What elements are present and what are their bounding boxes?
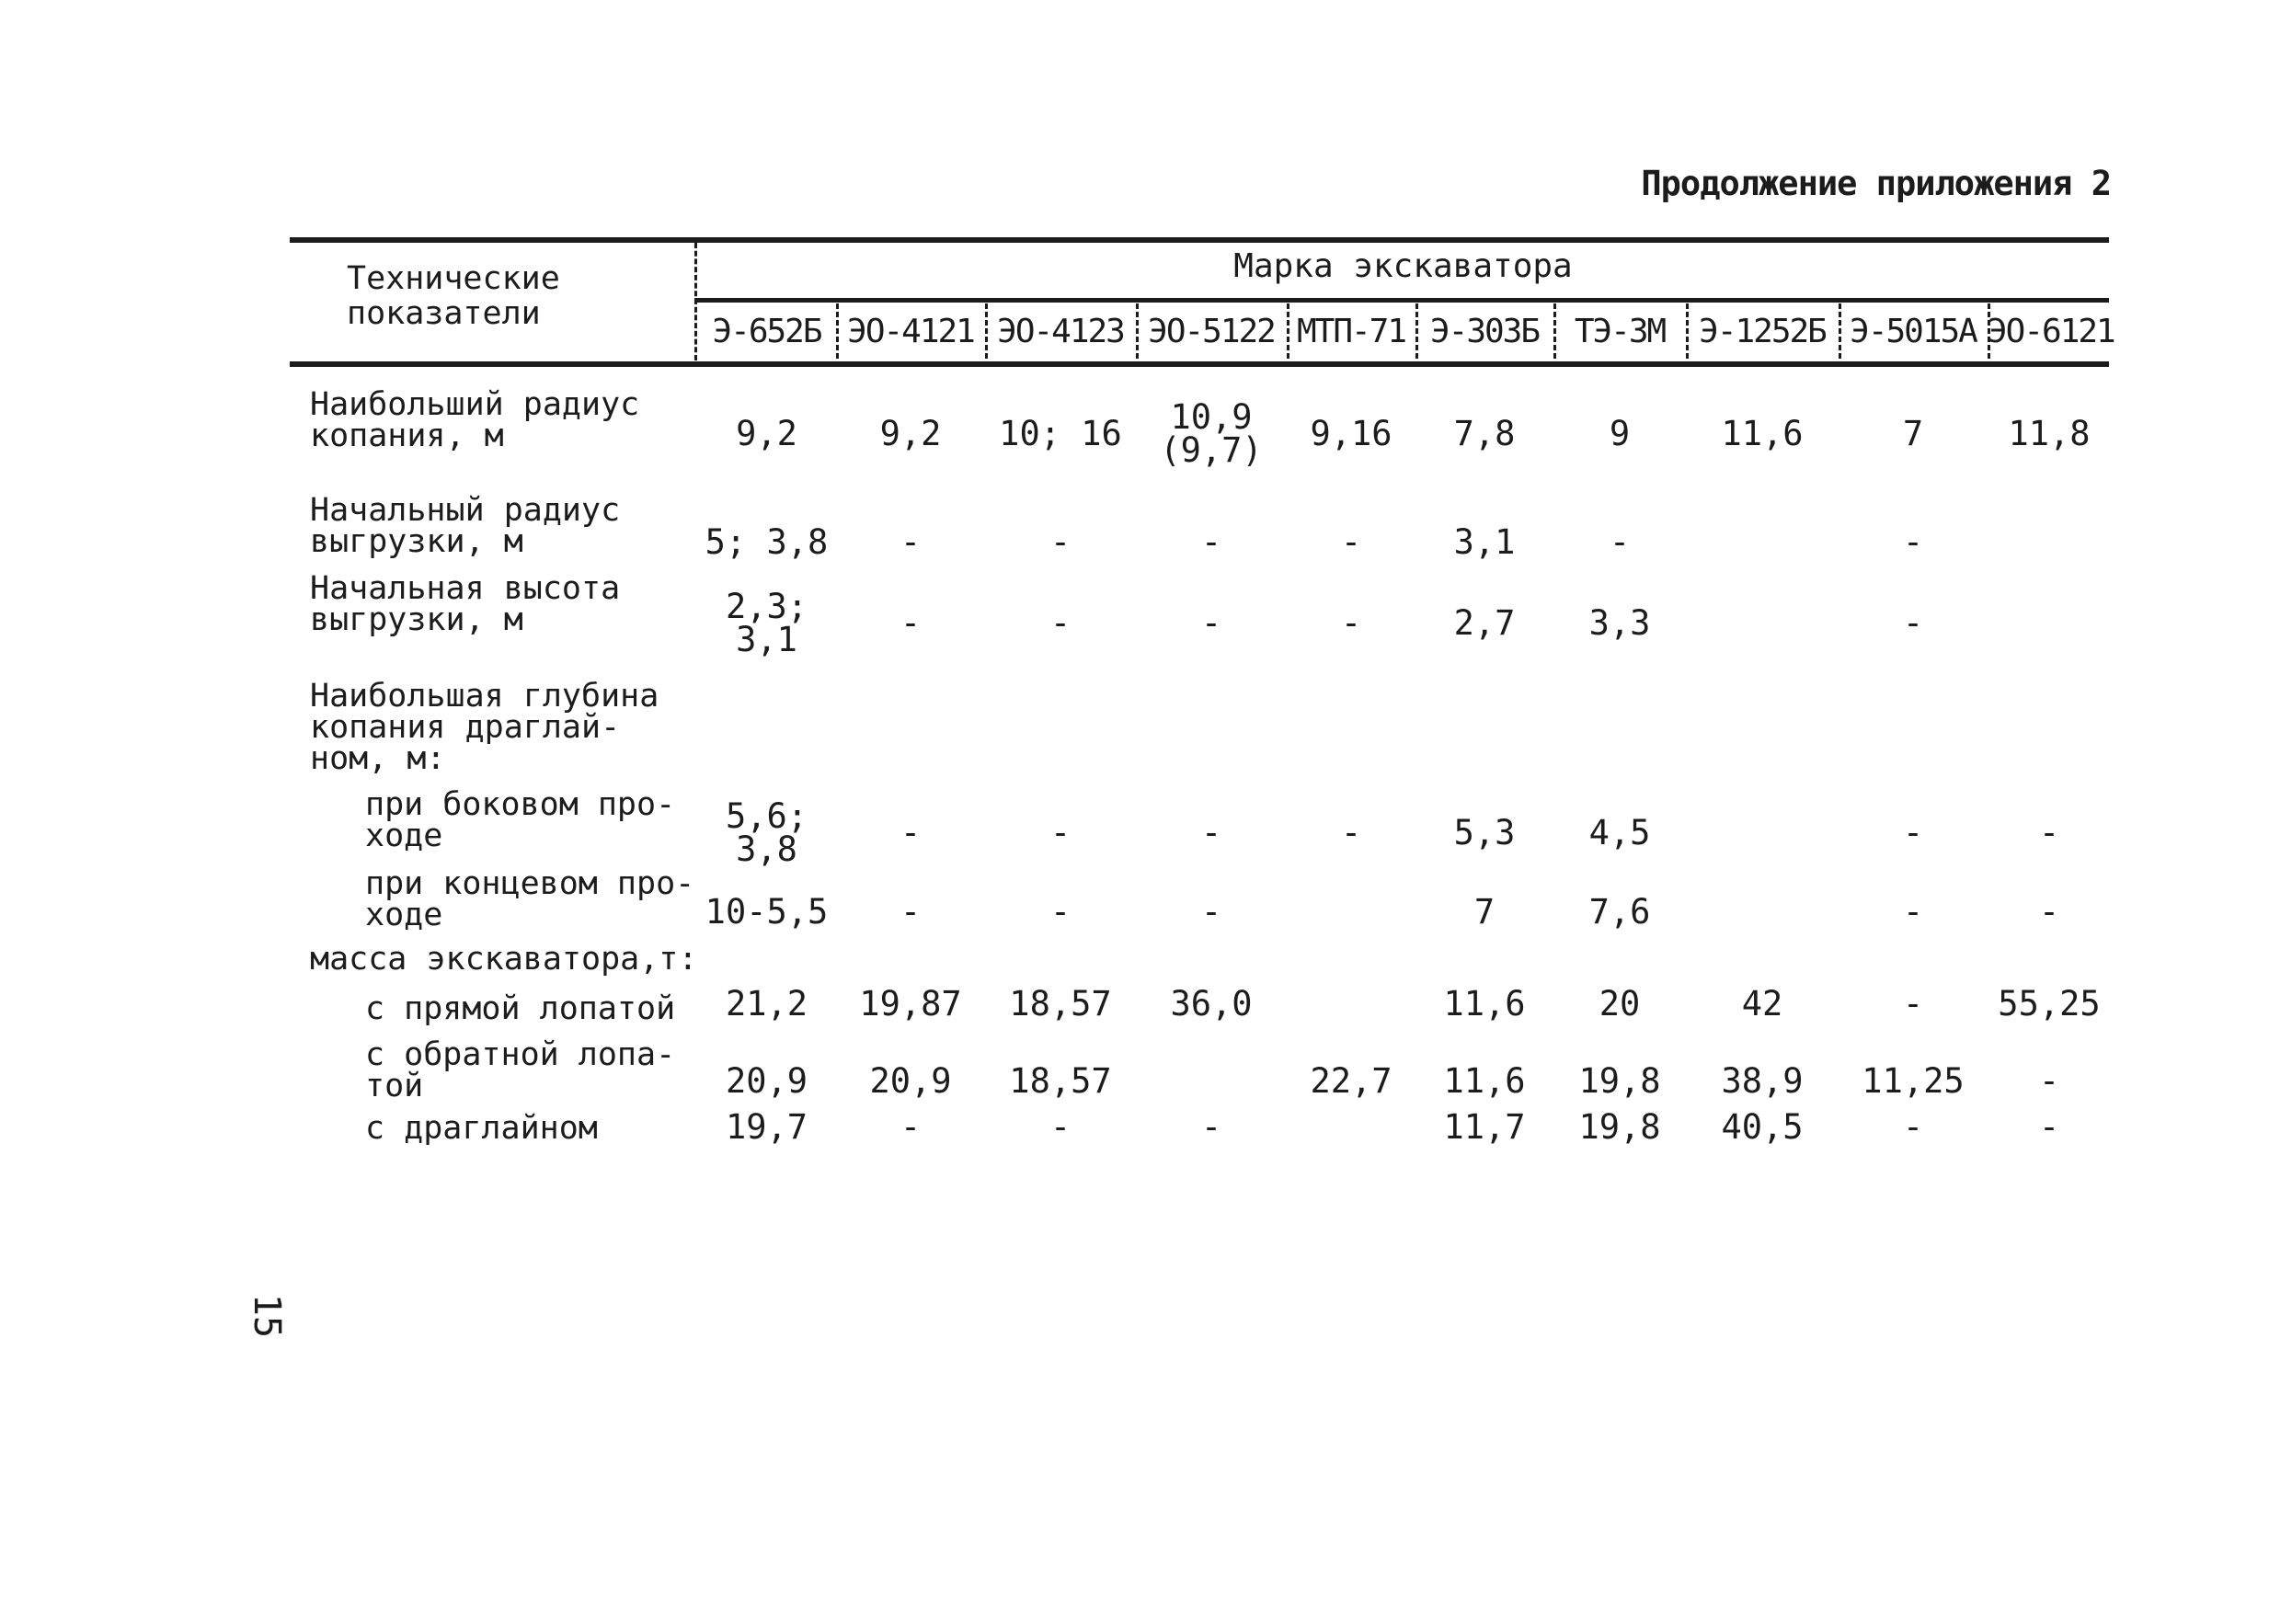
- cell-line: -: [1200, 522, 1222, 562]
- table-cell: [697, 587, 836, 659]
- table-cell: [985, 984, 1136, 1024]
- table-cell: [836, 414, 985, 453]
- cell-line: -: [1340, 522, 1362, 562]
- cell-line: 11,6: [1443, 1061, 1526, 1101]
- cell-line: 9,2: [879, 414, 942, 453]
- cell-line: 7: [1902, 414, 1924, 453]
- cell-line: 3,3: [1588, 603, 1651, 643]
- cell-line: 7,6: [1588, 892, 1651, 932]
- column-separator: [1988, 303, 1990, 359]
- table-cell: [1839, 1061, 1988, 1101]
- cell-line: -: [1902, 522, 1924, 562]
- cell-line: -: [1049, 603, 1072, 643]
- cell-line: -: [1049, 892, 1072, 932]
- excavator-specs-table: [290, 237, 2114, 1203]
- cell-line: 7,8: [1453, 414, 1516, 453]
- table-cell: [836, 1061, 985, 1101]
- cell-line: -: [2038, 1107, 2060, 1147]
- table-cell: [1686, 1061, 1839, 1101]
- cell-line: -: [900, 892, 922, 932]
- cell-line: 36,0: [1170, 984, 1253, 1024]
- cell-line: (9,7): [1160, 430, 1263, 470]
- table-cell: [836, 603, 985, 643]
- row-header-line: показатели: [347, 295, 541, 332]
- row-label-line: при концевом про-: [365, 865, 695, 902]
- table-cell: [985, 522, 1136, 562]
- row-label-line: копания драглай-: [310, 709, 621, 746]
- cell-line: 3,1: [1453, 522, 1516, 562]
- table-cell: [1839, 522, 1988, 562]
- column-header: ТЭ-3М: [1574, 313, 1666, 350]
- cell-line: 21,2: [725, 984, 808, 1024]
- column-header: МТП-71: [1296, 313, 1406, 350]
- cell-line: 9,2: [736, 414, 797, 453]
- table-cell: [1988, 984, 2111, 1024]
- cell-line: 18,57: [1009, 984, 1112, 1024]
- cell-line: 5,3: [1453, 813, 1516, 852]
- table-cell: [1287, 522, 1415, 562]
- table-cell: [1415, 984, 1553, 1024]
- cell-line: -: [1200, 1107, 1222, 1147]
- row-label: [365, 786, 676, 854]
- table-cell: [1553, 522, 1686, 562]
- cell-line: 7: [1473, 892, 1496, 932]
- table-cell: [1136, 522, 1287, 562]
- cell-line: -: [900, 522, 922, 562]
- row-label-line: Наибольший радиус: [310, 386, 640, 423]
- cell-line: -: [1902, 603, 1924, 643]
- column-header: Э-652Б: [712, 313, 821, 350]
- cell-line: 18,57: [1009, 1061, 1112, 1101]
- table-cell: [1553, 1061, 1686, 1101]
- table-cell: [1553, 603, 1686, 643]
- cell-line: 10-5,5: [705, 892, 829, 932]
- row-label: [365, 990, 676, 1027]
- row-label: [310, 492, 621, 560]
- table-header-rule: [694, 298, 2109, 303]
- table-cell: [1553, 984, 1686, 1024]
- row-label: [310, 386, 640, 454]
- column-header: ЭО-5122: [1148, 313, 1275, 350]
- table-cell: [1988, 813, 2111, 852]
- column-separator: [1415, 303, 1418, 359]
- table-cell: [985, 892, 1136, 932]
- table-cell: [1415, 1061, 1553, 1101]
- table-cell: [1988, 892, 2111, 932]
- cell-line: -: [1609, 522, 1631, 562]
- cell-line: 3,8: [736, 829, 797, 869]
- cell-line: 9: [1609, 414, 1631, 453]
- table-cell: [1136, 603, 1287, 643]
- cell-line: -: [1902, 813, 1924, 852]
- cell-line: -: [2038, 1061, 2060, 1101]
- cell-line: 19,8: [1578, 1107, 1661, 1147]
- table-cell: [1988, 1107, 2111, 1147]
- table-cell: [697, 1107, 836, 1147]
- cell-line: 20: [1599, 984, 1641, 1024]
- cell-line: 38,9: [1721, 1061, 1804, 1101]
- cell-line: -: [2038, 813, 2060, 852]
- cell-line: -: [1200, 813, 1222, 852]
- table-cell: [1839, 892, 1988, 932]
- row-header-line: Технические: [347, 260, 560, 297]
- table-cell: [697, 1061, 836, 1101]
- cell-line: 55,25: [1998, 984, 2101, 1024]
- column-separator: [1686, 303, 1689, 359]
- row-label-line: Наибольшая глубина: [310, 678, 659, 715]
- table-cell: [1287, 414, 1415, 453]
- row-label-line: с прямой лопатой: [365, 990, 676, 1027]
- row-label: [365, 865, 695, 933]
- column-separator: [836, 303, 839, 359]
- table-cell: [985, 1061, 1136, 1101]
- cell-line: -: [1200, 603, 1222, 643]
- cell-line: 20,9: [869, 1061, 952, 1101]
- row-label-line: ном, м:: [310, 740, 446, 777]
- table-cell: [1553, 892, 1686, 932]
- table-cell: [1839, 1107, 1988, 1147]
- row-label-line: Начальная высота: [310, 570, 621, 607]
- row-label-line: масса экскаватора,т:: [310, 941, 698, 978]
- table-cell: [836, 813, 985, 852]
- column-header: Э-303Б: [1429, 313, 1540, 350]
- cell-line: 11,7: [1443, 1107, 1526, 1147]
- table-cell: [1988, 414, 2111, 453]
- column-separator: [1287, 303, 1289, 359]
- table-cell: [1686, 1107, 1839, 1147]
- table-cell: [1415, 813, 1553, 852]
- table-cell: [697, 984, 836, 1024]
- cell-line: 11,25: [1862, 1061, 1965, 1101]
- table-cell: [836, 1107, 985, 1147]
- row-label-line: копания, м: [310, 417, 504, 454]
- cell-line: 10,9: [1170, 397, 1253, 437]
- row-label-line: той: [365, 1068, 424, 1104]
- cell-line: 11,6: [1721, 414, 1804, 453]
- cell-line: 19,87: [859, 984, 962, 1024]
- column-header: Э-5015А: [1850, 313, 1977, 350]
- cell-line: -: [900, 603, 922, 643]
- column-header: ЭО-4123: [997, 313, 1124, 350]
- table-cell: [1136, 1107, 1287, 1147]
- cell-line: 40,5: [1721, 1107, 1804, 1147]
- row-label-line: выгрузки, м: [310, 601, 523, 638]
- column-header: ЭО-4121: [847, 313, 974, 350]
- table-cell: [1988, 1061, 2111, 1101]
- table-cell: [697, 892, 836, 932]
- cell-line: -: [1902, 892, 1924, 932]
- cell-line: -: [1902, 984, 1924, 1024]
- table-cell: [1136, 892, 1287, 932]
- table-cell: [1415, 892, 1553, 932]
- table-cell: [1415, 1107, 1553, 1147]
- table-cell: [1136, 813, 1287, 852]
- continuation-note: Продолжение приложения 2: [1641, 164, 2111, 203]
- table-cell: [836, 984, 985, 1024]
- cell-line: 20,9: [725, 1061, 808, 1101]
- table-cell: [1415, 603, 1553, 643]
- cell-line: 5,6;: [725, 796, 808, 836]
- column-separator: [1839, 303, 1841, 359]
- cell-line: -: [1340, 603, 1362, 643]
- cell-line: 11,6: [1443, 984, 1526, 1024]
- table-cell: [836, 522, 985, 562]
- row-header-label: [347, 261, 560, 331]
- cell-line: 11,8: [2008, 414, 2091, 453]
- table-cell: [697, 522, 836, 562]
- cell-line: 19,7: [725, 1107, 808, 1147]
- table-cell: [1839, 603, 1988, 643]
- table-cell: [1136, 984, 1287, 1024]
- cell-line: -: [900, 1107, 922, 1147]
- cell-line: -: [1049, 1107, 1072, 1147]
- row-label-line: с драглайном: [365, 1110, 598, 1147]
- row-label: [310, 678, 659, 777]
- row-label-line: с обратной лопа-: [365, 1036, 676, 1073]
- table-cell: [1839, 984, 1988, 1024]
- cell-line: -: [1200, 892, 1222, 932]
- row-label: [310, 941, 698, 978]
- cell-line: -: [1049, 522, 1072, 562]
- table-cell: [1839, 414, 1988, 453]
- table-cell: [1553, 1107, 1686, 1147]
- cell-line: 19,8: [1578, 1061, 1661, 1101]
- cell-line: 42: [1741, 984, 1783, 1024]
- cell-line: 22,7: [1310, 1061, 1392, 1101]
- table-cell: [1287, 813, 1415, 852]
- cell-line: 2,7: [1453, 603, 1516, 643]
- table-cell: [836, 892, 985, 932]
- table-cell: [985, 813, 1136, 852]
- table-cell: [1287, 1061, 1415, 1101]
- table-cell: [1553, 813, 1686, 852]
- cell-line: 9,16: [1310, 414, 1392, 453]
- table-cell: [1686, 414, 1839, 453]
- table-top-rule: [290, 237, 2109, 243]
- row-label: [310, 570, 621, 638]
- row-label-line: выгрузки, м: [310, 523, 523, 560]
- row-label-line: ходе: [365, 818, 443, 854]
- column-separator: [1553, 303, 1556, 359]
- column-separator: [1136, 303, 1139, 359]
- cell-line: -: [900, 813, 922, 852]
- cell-line: -: [1049, 813, 1072, 852]
- table-cell: [1839, 813, 1988, 852]
- column-header: Э-1252Б: [1699, 313, 1826, 350]
- page-number: 15: [246, 1293, 289, 1339]
- group-title: Марка экскаватора: [1233, 247, 1573, 285]
- row-label-line: при боковом про-: [365, 786, 676, 823]
- table-cell: [985, 1107, 1136, 1147]
- cell-line: -: [1902, 1107, 1924, 1147]
- column-separator: [985, 303, 988, 359]
- table-cell: [985, 414, 1136, 453]
- row-label: [365, 1036, 676, 1104]
- table-cell: [1415, 522, 1553, 562]
- table-cell: [697, 414, 836, 453]
- table-cell: [985, 603, 1136, 643]
- cell-line: 5; 3,8: [705, 522, 829, 562]
- row-label-line: Начальный радиус: [310, 492, 621, 529]
- table-cell: [1136, 397, 1287, 470]
- column-header: ЭО-6121: [1988, 313, 2114, 350]
- cell-line: 2,3;: [725, 587, 808, 626]
- table-cell: [1686, 984, 1839, 1024]
- table-cell: [1415, 414, 1553, 453]
- table-cell: [697, 796, 836, 869]
- table-cell: [1553, 414, 1686, 453]
- row-label: [365, 1110, 598, 1147]
- cell-line: 3,1: [736, 620, 797, 659]
- cell-line: -: [2038, 892, 2060, 932]
- cell-line: -: [1340, 813, 1362, 852]
- table-cell: [1287, 603, 1415, 643]
- cell-line: 4,5: [1588, 813, 1651, 852]
- table-header-bottom-rule: [290, 361, 2109, 367]
- row-label-line: ходе: [365, 897, 443, 933]
- cell-line: 10; 16: [999, 414, 1122, 453]
